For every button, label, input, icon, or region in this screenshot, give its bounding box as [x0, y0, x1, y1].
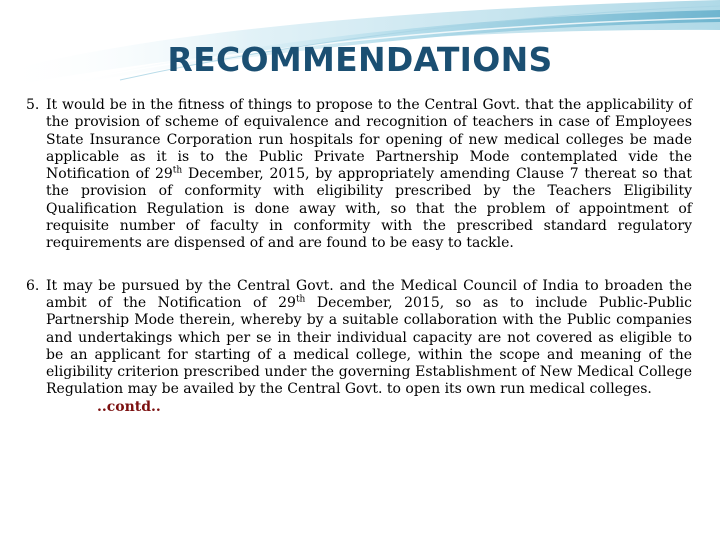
- continued-label: ..contd..: [97, 398, 161, 415]
- ordinal-suffix: th: [295, 294, 306, 305]
- recommendation-text: It may be pursued by the Central Govt. and the Medical Council of India to broaden the ambit of the Notification of 29: [46, 277, 692, 311]
- recommendation-number: 5.: [26, 97, 40, 113]
- recommendation-text: It would be in the fitness of things to propose to the Central Govt. that the applicability of the provision of scheme of equivalence and recognition of teachers in case of Employees State Insurance Corporation run hospitals for opening of new medical colleges be made applicable as it is to the Public Private Partnership Mode contemplated vide the Notification of 29: [46, 97, 692, 183]
- recommendation-item-5: [26, 97, 692, 253]
- ordinal-suffix: th: [172, 165, 183, 176]
- recommendation-text-continued: December, 2015, by appropriately amending Clause 7 thereat so that the provision of conformity with eligibility prescribed by the Teachers Eligibility Qualification Regulation is done away with, so that the problem of appointment of requisite number of faculty in conformity with the prescribed standard regulatory requirements are dispensed of and are found to be easy to tackle.: [46, 166, 693, 252]
- page-title: RECOMMENDATIONS: [167, 40, 553, 79]
- recommendation-item-6: [26, 278, 692, 416]
- recommendation-number: 6.: [26, 277, 40, 294]
- recommendation-list: [26, 97, 692, 416]
- recommendation-text-continued: December, 2015, so as to include Public-Public Partnership Mode therein, whereby by a suitable collaboration with the Public companies and undertakings which per se in their individual capacity are not covered as eligible to be an applicant for starting of a medical college, within the scope and meaning of the eligibility criterion prescribed under the governing Establishment of New Medical College Regulation may be availed by the Central Govt. to open its own run medical colleges.: [46, 294, 692, 398]
